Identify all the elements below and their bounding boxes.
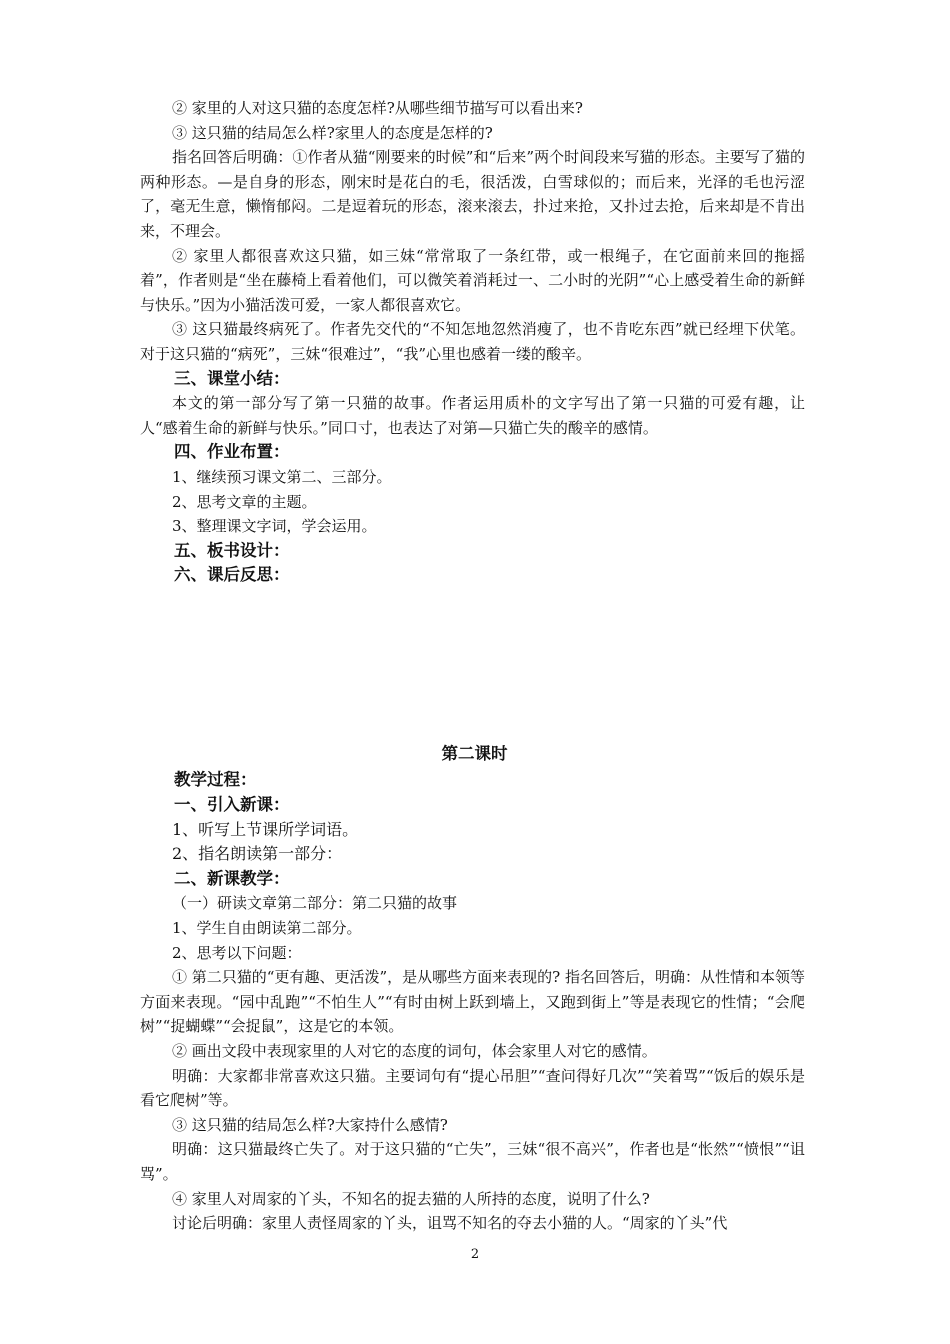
heading-teaching-process: 教学过程：	[174, 770, 257, 790]
heading-homework: 四、作业布置：	[174, 442, 290, 462]
heading-summary: 三、课堂小结：	[174, 368, 290, 388]
second-cat-question-1: ① 第二只猫的“更有趣、更活泼”，是从哪些方面来表现的? 指名回答后，明确：从性情和本领等方面来表现。“园中乱跑”“不怕生人”“有时由树上跃到墙上，又跑到街上”等是表现它的性情；“会爬树”“捉蝴蝶”“会捉鼠”，这是它的本领。	[140, 968, 805, 1036]
second-cat-question-2: ② 画出文段中表现家里的人对它的态度的词句，体会家里人对它的感情。	[172, 1042, 657, 1060]
page-number: 2	[470, 1247, 480, 1262]
answer-paragraph-2: ② 家里人都很喜欢这只猫，如三妹“常常取了一条红带，或一根绳子，在它面前来回的拖摇着”，作者则是“坐在藤椅上看着他们，可以微笑着消耗过一、二小时的光阴”“心上感受着生命的新鲜与快乐。”因为小猫活泼可爱，一家人都很喜欢它。	[140, 246, 805, 314]
homework-item-2: 2、思考文章的主题。	[172, 492, 317, 511]
second-cat-question-4: ④ 家里人对周家的丫头，不知名的捉去猫的人所持的态度，说明了什么?	[172, 1189, 650, 1208]
homework-item-1: 1、继续预习课文第二、三部分。	[172, 467, 392, 486]
section-title: 第二课时	[441, 743, 508, 763]
question-3: ③ 这只猫的结局怎么样?家里人的态度是怎样的?	[172, 123, 493, 142]
homework-item-3: 3、整理课文字词，学会运用。	[172, 517, 377, 536]
answer-paragraph-3: ③ 这只猫最终病死了。作者先交代的“不知怎地忽然消瘦了，也不肯吃东西”就已经埋下伏笔。对于这只猫的“病死”，三妹“很难过”，“我”心里也感着一缕的酸辛。	[140, 320, 805, 363]
intro-item-1: 1、听写上节课所学词语。	[172, 819, 359, 839]
second-cat-answer-4: 讨论后明确：家里人责怪周家的丫头，诅骂不知名的夺去小猫的人。“周家的丫头”代	[172, 1214, 728, 1233]
intro-item-2: 2、指名朗读第一部分：	[172, 844, 343, 864]
heading-board-design: 五、板书设计：	[174, 540, 290, 560]
second-cat-answer-2: 明确：大家都非常喜欢这只猫。主要词句有“提心吊胆”“查问得好几次”“笑着骂”“饭后的娱乐是看它爬树”等。	[140, 1066, 805, 1110]
heading-reflection: 六、课后反思：	[174, 565, 290, 585]
heading-introduce: 一、引入新课：	[174, 795, 290, 815]
blank-space	[140, 588, 805, 742]
subsection-1: （一）研读文章第二部分：第二只猫的故事	[172, 894, 458, 913]
page-content	[140, 96, 805, 1236]
heading-new-lesson: 二、新课教学：	[174, 868, 290, 888]
second-cat-answer-3: 明确：这只猫最终亡失了。对于这只猫的“亡失”，三妹“很不高兴”，作者也是“怅然”“愤恨”“诅骂”。	[140, 1140, 805, 1183]
summary-paragraph: 本文的第一部分写了第一只猫的故事。作者运用质朴的文字写出了第一只猫的可爱有趣，让人“感着生命的新鲜与快乐。”同口寸，也表达了对第—只猫亡失的酸辛的感情。	[140, 394, 805, 437]
second-cat-question-3: ③ 这只猫的结局怎么样?大家持什么感情?	[172, 1115, 448, 1134]
step-1: 1、学生自由朗读第二部分。	[172, 919, 362, 938]
step-2: 2、思考以下问题：	[172, 943, 302, 962]
answer-paragraph-1: 指名回答后明确：①作者从猫“刚要来的时候”和“后来”两个时间段来写猫的形态。主要写了猫的两种形态。—是自身的形态，刚宋时是花白的毛，很活泼，白雪球似的；而后来，光泽的毛也污涩了，毫无生意，懒惰郁闷。二是逗着玩的形态，滚来滚去，扑过来抢，又扑过去抢，后来却是不肯出来，不理会。	[140, 148, 805, 240]
question-2: ② 家里的人对这只猫的态度怎样?从哪些细节描写可以看出来?	[172, 99, 583, 117]
